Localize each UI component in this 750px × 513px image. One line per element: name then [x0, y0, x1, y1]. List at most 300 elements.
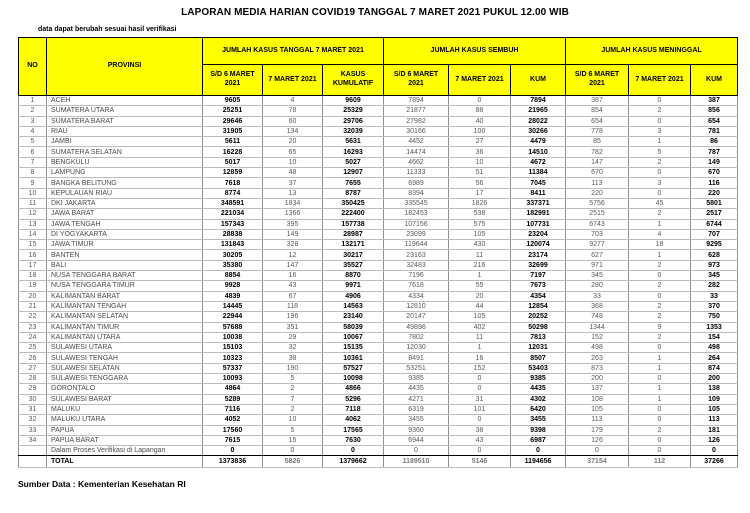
subcol-sembuh-harian: 7 MARET 2021: [449, 65, 511, 96]
value-cell: 22944: [203, 312, 263, 322]
value-cell: 21965: [511, 106, 566, 116]
province-name: KALIMANTAN UTARA: [47, 332, 203, 342]
value-cell: 0: [629, 188, 691, 198]
table-row: [19, 240, 738, 250]
value-cell: 628: [691, 250, 738, 260]
value-cell: 53251: [384, 363, 449, 373]
value-cell: 0: [566, 446, 629, 456]
value-cell: 23204: [511, 229, 566, 239]
value-cell: 113: [566, 415, 629, 425]
value-cell: 23140: [323, 312, 384, 322]
value-cell: 0: [511, 446, 566, 456]
province-name: BANGKA BELITUNG: [47, 178, 203, 188]
source-note: Sumber Data : Kementerian Kesehatan RI: [18, 479, 186, 490]
province-name: JAWA TENGAH: [47, 219, 203, 229]
value-cell: 0: [629, 404, 691, 414]
value-cell: 116: [691, 178, 738, 188]
value-cell: 190: [263, 363, 323, 373]
value-cell: 179: [566, 425, 629, 435]
col-header-province: PROVINSI: [47, 38, 203, 96]
value-cell: 0: [629, 96, 691, 106]
table-row: [19, 260, 738, 270]
group-header-sembuh: JUMLAH KASUS SEMBUH: [384, 38, 566, 65]
value-cell: 30266: [511, 126, 566, 136]
value-cell: 112: [629, 456, 691, 468]
table-row: [19, 209, 738, 219]
row-number: 21: [19, 301, 47, 311]
value-cell: 126: [566, 435, 629, 445]
value-cell: 15135: [323, 343, 384, 353]
province-name: SULAWESI UTARA: [47, 343, 203, 353]
value-cell: 58039: [323, 322, 384, 332]
value-cell: 0: [449, 384, 511, 394]
value-cell: 4435: [384, 384, 449, 394]
table-row: [19, 394, 738, 404]
value-cell: 11333: [384, 168, 449, 178]
row-number: 33: [19, 425, 47, 435]
value-cell: 55: [449, 281, 511, 291]
value-cell: 1344: [566, 322, 629, 332]
value-cell: 335545: [384, 198, 449, 208]
verification-row: [19, 446, 738, 456]
value-cell: 20252: [511, 312, 566, 322]
value-cell: 280: [566, 281, 629, 291]
province-name: DKI JAKARTA: [47, 198, 203, 208]
value-cell: 2517: [691, 209, 738, 219]
value-cell: 57527: [323, 363, 384, 373]
value-cell: 28022: [511, 116, 566, 126]
value-cell: 35527: [323, 260, 384, 270]
col-header-no: NO: [19, 38, 47, 96]
row-number: 31: [19, 404, 47, 414]
value-cell: 748: [566, 312, 629, 322]
value-cell: 5: [263, 425, 323, 435]
value-cell: 345: [566, 271, 629, 281]
value-cell: 44: [449, 301, 511, 311]
value-cell: 4271: [384, 394, 449, 404]
province-name: ACEH: [47, 96, 203, 106]
value-cell: 50298: [511, 322, 566, 332]
value-cell: 1834: [263, 198, 323, 208]
value-cell: 100: [449, 126, 511, 136]
value-cell: 31905: [203, 126, 263, 136]
table-row: [19, 322, 738, 332]
table-row: [19, 178, 738, 188]
row-number: 14: [19, 229, 47, 239]
value-cell: 200: [566, 374, 629, 384]
row-number: 24: [19, 332, 47, 342]
value-cell: 874: [691, 363, 738, 373]
province-name: BALI: [47, 260, 203, 270]
table-row: [19, 353, 738, 363]
table-row: [19, 363, 738, 373]
value-cell: 120074: [511, 240, 566, 250]
value-cell: 14445: [203, 301, 263, 311]
value-cell: 216: [449, 260, 511, 270]
value-cell: 53403: [511, 363, 566, 373]
value-cell: 182453: [384, 209, 449, 219]
value-cell: 14563: [323, 301, 384, 311]
value-cell: 0: [629, 415, 691, 425]
value-cell: 4866: [323, 384, 384, 394]
value-cell: 108: [566, 394, 629, 404]
row-number: 9: [19, 178, 47, 188]
value-cell: 0: [384, 446, 449, 456]
row-number: 4: [19, 126, 47, 136]
value-cell: 12: [263, 250, 323, 260]
value-cell: 8394: [384, 188, 449, 198]
table-row: [19, 188, 738, 198]
value-cell: 16228: [203, 147, 263, 157]
value-cell: 5611: [203, 137, 263, 147]
table-row: [19, 425, 738, 435]
value-cell: 17: [449, 188, 511, 198]
row-number: 22: [19, 312, 47, 322]
row-number: 16: [19, 250, 47, 260]
value-cell: 7894: [511, 96, 566, 106]
value-cell: 12810: [384, 301, 449, 311]
row-number: 28: [19, 374, 47, 384]
value-cell: 8491: [384, 353, 449, 363]
table-row: [19, 435, 738, 445]
value-cell: 4906: [323, 291, 384, 301]
value-cell: 0: [203, 446, 263, 456]
value-cell: 7618: [203, 178, 263, 188]
value-cell: 7894: [384, 96, 449, 106]
value-cell: 137: [566, 384, 629, 394]
value-cell: 138: [691, 384, 738, 394]
value-cell: 113: [566, 178, 629, 188]
value-cell: 30166: [384, 126, 449, 136]
value-cell: 10: [263, 415, 323, 425]
value-cell: 25251: [203, 106, 263, 116]
value-cell: 1189510: [384, 456, 449, 468]
group-header-kasus: JUMLAH KASUS TANGGAL 7 MARET 2021: [203, 38, 384, 65]
row-number: 34: [19, 435, 47, 445]
row-number: 8: [19, 168, 47, 178]
value-cell: 7802: [384, 332, 449, 342]
value-cell: 38: [263, 353, 323, 363]
province-name: NUSA TENGGARA BARAT: [47, 271, 203, 281]
value-cell: 14510: [511, 147, 566, 157]
value-cell: 113: [691, 415, 738, 425]
province-name: MALUKU UTARA: [47, 415, 203, 425]
row-number: 7: [19, 157, 47, 167]
subcol-kasus-sd: S/D 6 MARET 2021: [203, 65, 263, 96]
value-cell: 4: [629, 229, 691, 239]
province-name: JAWA BARAT: [47, 209, 203, 219]
value-cell: 16: [263, 271, 323, 281]
value-cell: 7655: [323, 178, 384, 188]
value-cell: 12031: [511, 343, 566, 353]
value-cell: 263: [566, 353, 629, 363]
value-cell: 282: [691, 281, 738, 291]
table-row: [19, 96, 738, 106]
value-cell: 45: [629, 198, 691, 208]
province-name: JAWA TIMUR: [47, 240, 203, 250]
value-cell: 29646: [203, 116, 263, 126]
value-cell: 1826: [449, 198, 511, 208]
province-name: GORONTALO: [47, 384, 203, 394]
value-cell: 348591: [203, 198, 263, 208]
value-cell: 20: [263, 137, 323, 147]
value-cell: 1: [449, 343, 511, 353]
table-row: [19, 126, 738, 136]
value-cell: 16293: [323, 147, 384, 157]
value-cell: 10: [449, 157, 511, 167]
value-cell: 1373836: [203, 456, 263, 468]
value-cell: 40: [449, 116, 511, 126]
value-cell: 5146: [449, 456, 511, 468]
value-cell: 778: [566, 126, 629, 136]
value-cell: 9971: [323, 281, 384, 291]
value-cell: 152: [566, 332, 629, 342]
value-cell: 0: [629, 374, 691, 384]
value-cell: 157343: [203, 219, 263, 229]
value-cell: 43: [449, 435, 511, 445]
table-row: [19, 137, 738, 147]
group-header-meninggal: JUMLAH KASUS MENINGGAL: [566, 38, 738, 65]
value-cell: 0: [629, 446, 691, 456]
row-number: 6: [19, 147, 47, 157]
row-number: 19: [19, 281, 47, 291]
value-cell: 30205: [203, 250, 263, 260]
value-cell: 703: [566, 229, 629, 239]
value-cell: 351: [263, 322, 323, 332]
value-cell: 2: [629, 260, 691, 270]
value-cell: 17565: [323, 425, 384, 435]
value-cell: 57337: [203, 363, 263, 373]
table-row: [19, 291, 738, 301]
value-cell: 16: [449, 353, 511, 363]
value-cell: 154: [691, 332, 738, 342]
value-cell: 11384: [511, 168, 566, 178]
row-number: 3: [19, 116, 47, 126]
value-cell: 387: [691, 96, 738, 106]
value-cell: 0: [449, 446, 511, 456]
table-body: [19, 96, 738, 468]
province-name: PAPUA BARAT: [47, 435, 203, 445]
value-cell: 147: [566, 157, 629, 167]
value-cell: 32699: [511, 260, 566, 270]
row-number: 13: [19, 219, 47, 229]
province-name: TOTAL: [47, 456, 203, 468]
row-number: 18: [19, 271, 47, 281]
row-number: 29: [19, 384, 47, 394]
value-cell: 654: [566, 116, 629, 126]
value-cell: 0: [449, 374, 511, 384]
value-cell: 8411: [511, 188, 566, 198]
value-cell: 5: [629, 147, 691, 157]
value-cell: 132171: [323, 240, 384, 250]
value-cell: 105: [691, 404, 738, 414]
row-number: 30: [19, 394, 47, 404]
value-cell: 60: [263, 116, 323, 126]
value-cell: 3455: [384, 415, 449, 425]
value-cell: 7673: [511, 281, 566, 291]
value-cell: 30217: [323, 250, 384, 260]
province-name: JAMBI: [47, 137, 203, 147]
value-cell: 105: [566, 404, 629, 414]
value-cell: 196: [263, 312, 323, 322]
value-cell: 49896: [384, 322, 449, 332]
value-cell: 368: [566, 301, 629, 311]
value-cell: 25329: [323, 106, 384, 116]
value-cell: 2: [629, 281, 691, 291]
value-cell: 873: [566, 363, 629, 373]
value-cell: 670: [691, 168, 738, 178]
value-cell: 12907: [323, 168, 384, 178]
value-cell: 11: [449, 332, 511, 342]
value-cell: 0: [629, 343, 691, 353]
value-cell: 11: [449, 250, 511, 260]
value-cell: 51: [449, 168, 511, 178]
value-cell: 220: [566, 188, 629, 198]
value-cell: 781: [691, 126, 738, 136]
value-cell: 6989: [384, 178, 449, 188]
value-cell: 23099: [384, 229, 449, 239]
value-cell: 782: [566, 147, 629, 157]
province-name: Dalam Proses Verifikasi di Lapangan: [47, 446, 203, 456]
value-cell: 2: [629, 301, 691, 311]
value-cell: 8870: [323, 271, 384, 281]
value-cell: 345: [691, 271, 738, 281]
value-cell: 20147: [384, 312, 449, 322]
value-cell: 10098: [323, 374, 384, 384]
value-cell: 538: [449, 209, 511, 219]
value-cell: 126: [691, 435, 738, 445]
value-cell: 8507: [511, 353, 566, 363]
table-row: [19, 168, 738, 178]
province-name: SULAWESI TENGGARA: [47, 374, 203, 384]
row-number: 2: [19, 106, 47, 116]
table-row: [19, 147, 738, 157]
value-cell: 221034: [203, 209, 263, 219]
province-name: MALUKU: [47, 404, 203, 414]
value-cell: 2: [263, 384, 323, 394]
table-row: [19, 250, 738, 260]
value-cell: 105: [449, 312, 511, 322]
value-cell: 33: [566, 291, 629, 301]
value-cell: 33: [691, 291, 738, 301]
row-number: 26: [19, 353, 47, 363]
value-cell: 21877: [384, 106, 449, 116]
value-cell: 1353: [691, 322, 738, 332]
value-cell: 4839: [203, 291, 263, 301]
value-cell: 9398: [511, 425, 566, 435]
value-cell: 149: [691, 157, 738, 167]
value-cell: 6744: [691, 219, 738, 229]
value-cell: 27: [449, 137, 511, 147]
value-cell: 157738: [323, 219, 384, 229]
value-cell: 498: [566, 343, 629, 353]
value-cell: 2: [629, 106, 691, 116]
table-row: [19, 271, 738, 281]
value-cell: 86: [691, 137, 738, 147]
value-cell: 200: [691, 374, 738, 384]
value-cell: 6420: [511, 404, 566, 414]
value-cell: 973: [691, 260, 738, 270]
table-row: [19, 312, 738, 322]
subcol-kasus-harian: 7 MARET 2021: [263, 65, 323, 96]
value-cell: 37266: [691, 456, 738, 468]
table-row: [19, 157, 738, 167]
value-cell: 0: [449, 415, 511, 425]
province-name: KALIMANTAN TIMUR: [47, 322, 203, 332]
value-cell: 498: [691, 343, 738, 353]
value-cell: 370: [691, 301, 738, 311]
subcol-kasus-kumulatif: KASUS KUMULATIF: [323, 65, 384, 96]
value-cell: 32483: [384, 260, 449, 270]
value-cell: 7045: [511, 178, 566, 188]
row-number: 25: [19, 343, 47, 353]
value-cell: 6743: [566, 219, 629, 229]
province-name: SUMATERA BARAT: [47, 116, 203, 126]
province-name: BENGKULU: [47, 157, 203, 167]
value-cell: 14474: [384, 147, 449, 157]
province-name: BANTEN: [47, 250, 203, 260]
value-cell: 4354: [511, 291, 566, 301]
value-cell: 32: [263, 343, 323, 353]
row-number: 23: [19, 322, 47, 332]
value-cell: 4: [263, 96, 323, 106]
value-cell: 37: [263, 178, 323, 188]
row-number: 1: [19, 96, 47, 106]
value-cell: 627: [566, 250, 629, 260]
value-cell: 1: [629, 384, 691, 394]
value-cell: 15103: [203, 343, 263, 353]
province-name: KALIMANTAN SELATAN: [47, 312, 203, 322]
value-cell: 4479: [511, 137, 566, 147]
value-cell: 264: [691, 353, 738, 363]
value-cell: 32039: [323, 126, 384, 136]
table-row: [19, 332, 738, 342]
value-cell: 5756: [566, 198, 629, 208]
value-cell: 119644: [384, 240, 449, 250]
value-cell: 12030: [384, 343, 449, 353]
value-cell: 0: [629, 291, 691, 301]
value-cell: 1: [629, 353, 691, 363]
value-cell: 9295: [691, 240, 738, 250]
table-row: [19, 106, 738, 116]
value-cell: 4302: [511, 394, 566, 404]
value-cell: 10038: [203, 332, 263, 342]
value-cell: 1: [629, 137, 691, 147]
subcol-sembuh-kum: KUM: [511, 65, 566, 96]
value-cell: 10323: [203, 353, 263, 363]
value-cell: 152: [449, 363, 511, 373]
value-cell: 4452: [384, 137, 449, 147]
province-name: KALIMANTAN TENGAH: [47, 301, 203, 311]
value-cell: 5: [263, 374, 323, 384]
value-cell: 118: [263, 301, 323, 311]
value-cell: 5017: [203, 157, 263, 167]
table-row: [19, 198, 738, 208]
value-cell: 0: [449, 96, 511, 106]
value-cell: 18: [629, 240, 691, 250]
page-title: LAPORAN MEDIA HARIAN COVID19 TANGGAL 7 MARET 2021 PUKUL 12.00 WIB: [181, 7, 569, 18]
province-name: KALIMANTAN BARAT: [47, 291, 203, 301]
value-cell: 27982: [384, 116, 449, 126]
value-cell: 13: [263, 188, 323, 198]
value-cell: 7813: [511, 332, 566, 342]
table-row: [19, 404, 738, 414]
value-cell: 7196: [384, 271, 449, 281]
value-cell: 28838: [203, 229, 263, 239]
value-cell: 1194656: [511, 456, 566, 468]
value-cell: 107156: [384, 219, 449, 229]
value-cell: 7: [263, 394, 323, 404]
